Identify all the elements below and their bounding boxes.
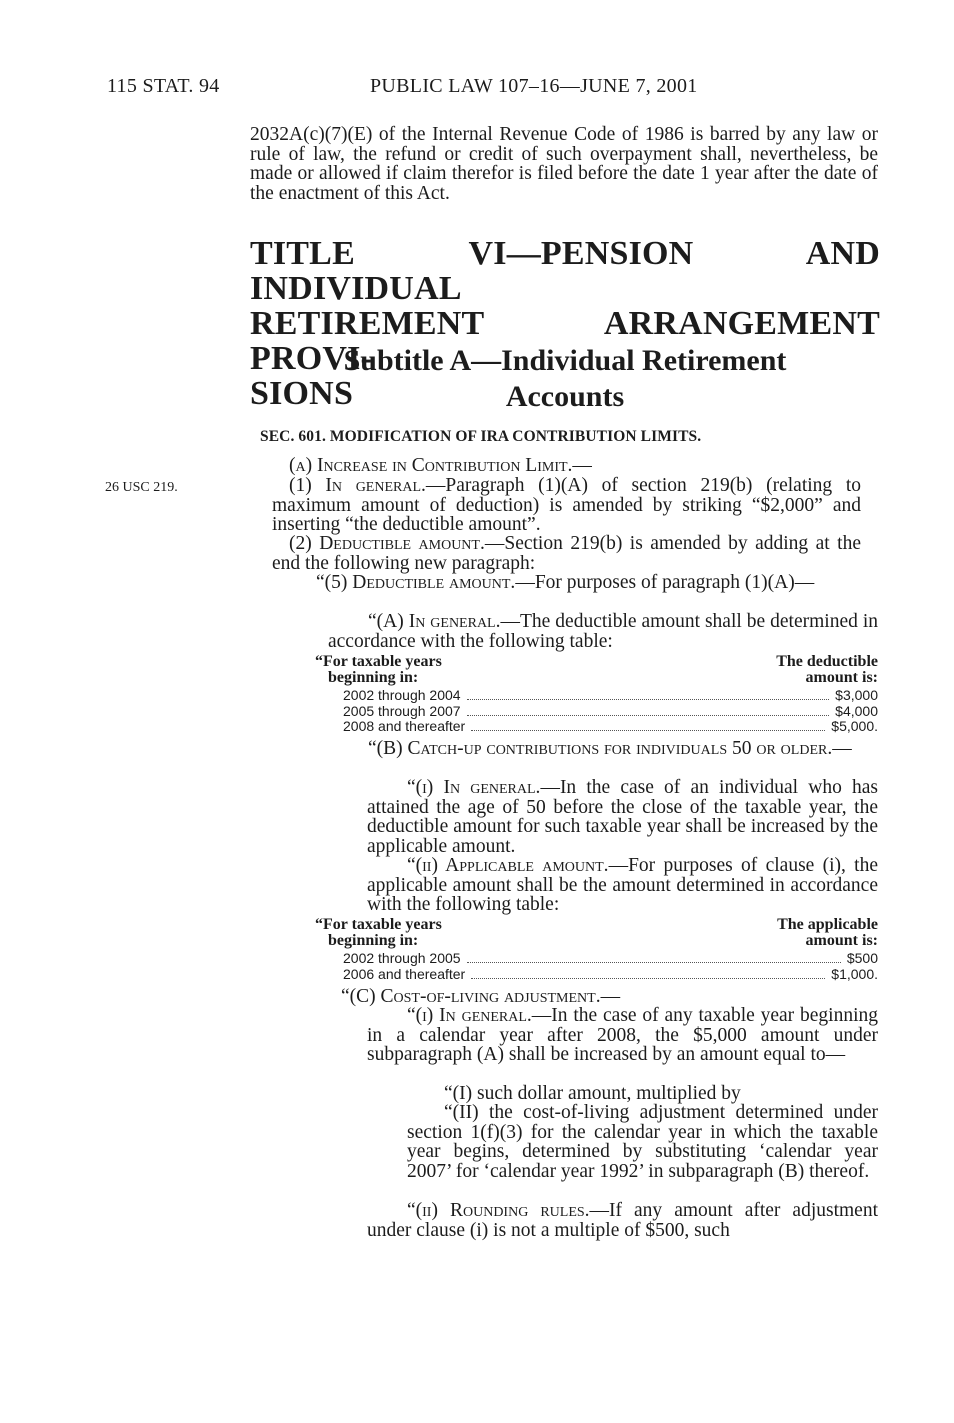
row-year: 2008 and thereafter bbox=[343, 718, 466, 734]
paragraph-1 bbox=[272, 476, 861, 535]
margin-citation: 26 USC 219. bbox=[105, 480, 178, 495]
row-amount: $5,000. bbox=[831, 718, 878, 734]
paragraph-A-label: “(A) In general. bbox=[368, 611, 501, 632]
paragraph-B bbox=[328, 739, 878, 759]
row-year: 2002 through 2005 bbox=[343, 950, 461, 966]
row-amount: $3,000 bbox=[835, 687, 878, 703]
clause-C-i-label: “(i) In general. bbox=[407, 1005, 532, 1026]
clause-C-ii bbox=[367, 1201, 878, 1240]
header-line: The applicable bbox=[777, 916, 878, 933]
header-line: amount is: bbox=[805, 932, 878, 949]
clause-B-i-text: —In the case of an individual who has attained the age of 50 before the close of the taxable year, the deductible amount for such taxable year shall be increased by the applicable amount. bbox=[367, 777, 879, 857]
title-line: TITLE VI—PENSION AND INDIVIDUAL bbox=[250, 235, 880, 307]
row-amount: $1,000. bbox=[831, 965, 878, 982]
paragraph-2-label: (2) Deductible amount. bbox=[289, 533, 485, 554]
table-header-right bbox=[777, 917, 878, 949]
clause-C-ii-label: “(ii) Rounding rules. bbox=[407, 1200, 590, 1221]
subtitle-line: Accounts bbox=[505, 380, 625, 413]
table-row bbox=[343, 704, 878, 720]
row-year: 2006 and thereafter bbox=[343, 965, 466, 982]
table-header-left bbox=[315, 917, 442, 949]
row-amount: $500 bbox=[846, 950, 878, 966]
paragraph-A-text: —The deductible amount shall be determined in accordance with the following table: bbox=[328, 611, 879, 652]
clause-C-i bbox=[367, 1006, 878, 1065]
clause-B-ii-label: “(ii) Applicable amount. bbox=[407, 855, 609, 876]
table-row bbox=[343, 951, 878, 967]
subsection-a-heading: (a) Increase in Contribution Limit.— bbox=[289, 455, 592, 476]
paragraph-1-text: —Paragraph (1)(A) of section 219(b) (relating to maximum amount of deduction) is amended by striking “$2,000” and inserting “the deductible amount”. bbox=[272, 475, 861, 536]
clause-C-i-text: —In the case of any taxable year beginning in a calendar year after 2008, the $5,000 amount under subparagraph (A) shall be increased by an amount equal to— bbox=[367, 1005, 878, 1066]
intro-paragraph: 2032A(c)(7)(E) of the Internal Revenue Code of 1986 is barred by any law or rule of law, the refund or credit of such overpayment shall, nevertheless, be made or allowed if claim therefor is filed before the date 1 year after the date of the enactment of this Act. bbox=[250, 124, 878, 204]
paragraph-2-text: —Section 219(b) is amended by adding at the end the following new paragraph: bbox=[272, 533, 862, 574]
subtitle-line: Subtitle A—Individual Retirement bbox=[343, 344, 787, 377]
section-heading: SEC. 601. MODIFICATION OF IRA CONTRIBUTION LIMITS. bbox=[260, 428, 702, 445]
applicable-amount-table bbox=[315, 917, 878, 982]
row-year: 2005 through 2007 bbox=[343, 702, 461, 719]
title-line: RETIREMENT ARRANGEMENT PROVI- bbox=[250, 305, 880, 377]
paragraph-B-text: — bbox=[832, 738, 852, 759]
title-line: SIONS bbox=[250, 375, 354, 412]
clause-B-ii-text: —For purposes of clause (i), the applicable amount shall be the amount determined in accordance with the following table: bbox=[367, 855, 879, 916]
header-line: “For taxable years bbox=[315, 916, 442, 933]
paragraph-C-text: — bbox=[600, 986, 621, 1007]
page-number: 115 STAT. 94 bbox=[107, 75, 220, 97]
table-row bbox=[343, 688, 878, 704]
paragraph-C-label: “(C) Cost-of-living adjustment. bbox=[341, 986, 601, 1007]
paragraph-2 bbox=[272, 534, 861, 573]
table-header-left bbox=[315, 654, 442, 686]
header-line: amount is: bbox=[805, 669, 878, 686]
subclause-I: “(I) such dollar amount, multiplied by bbox=[444, 1083, 741, 1104]
paragraph-5-text: —For purposes of paragraph (1)(A)— bbox=[515, 572, 815, 593]
running-header: PUBLIC LAW 107–16—JUNE 7, 2001 bbox=[370, 75, 698, 97]
header-line: beginning in: bbox=[328, 669, 419, 686]
paragraph-5-label: “(5) Deductible amount. bbox=[316, 572, 516, 593]
paragraph-A bbox=[328, 612, 878, 651]
header-line: The deductible bbox=[776, 653, 878, 670]
paragraph-C bbox=[341, 987, 620, 1007]
header-line: beginning in: bbox=[328, 932, 419, 949]
paragraph-1-label: (1) In general. bbox=[289, 475, 426, 496]
subclause-II: “(II) the cost-of-living adjustment determined under section 1(f)(3) for the calendar year in which the taxable year begins, determined by substituting ‘calendar year 2007’ for ‘calendar year 1992’ in subparagraph (B) thereof. bbox=[407, 1102, 878, 1182]
clause-B-i bbox=[367, 778, 878, 856]
clause-B-ii bbox=[367, 856, 878, 915]
clause-C-ii-text: —If any amount after adjustment under clause (i) is not a multiple of $500, such bbox=[367, 1200, 878, 1241]
paragraph-5 bbox=[272, 573, 878, 593]
subtitle-heading bbox=[250, 343, 880, 415]
deductible-amount-table bbox=[315, 654, 878, 735]
paragraph-B-label: “(B) Catch-up contributions for individuals 50 or older. bbox=[368, 738, 833, 759]
header-line: “For taxable years bbox=[315, 653, 442, 670]
row-amount: $4,000 bbox=[835, 702, 878, 719]
row-year: 2002 through 2004 bbox=[343, 687, 461, 703]
clause-B-i-label: “(i) In general. bbox=[407, 777, 541, 798]
table-row bbox=[343, 967, 878, 983]
table-header-right bbox=[776, 654, 878, 686]
table-row bbox=[343, 719, 878, 735]
